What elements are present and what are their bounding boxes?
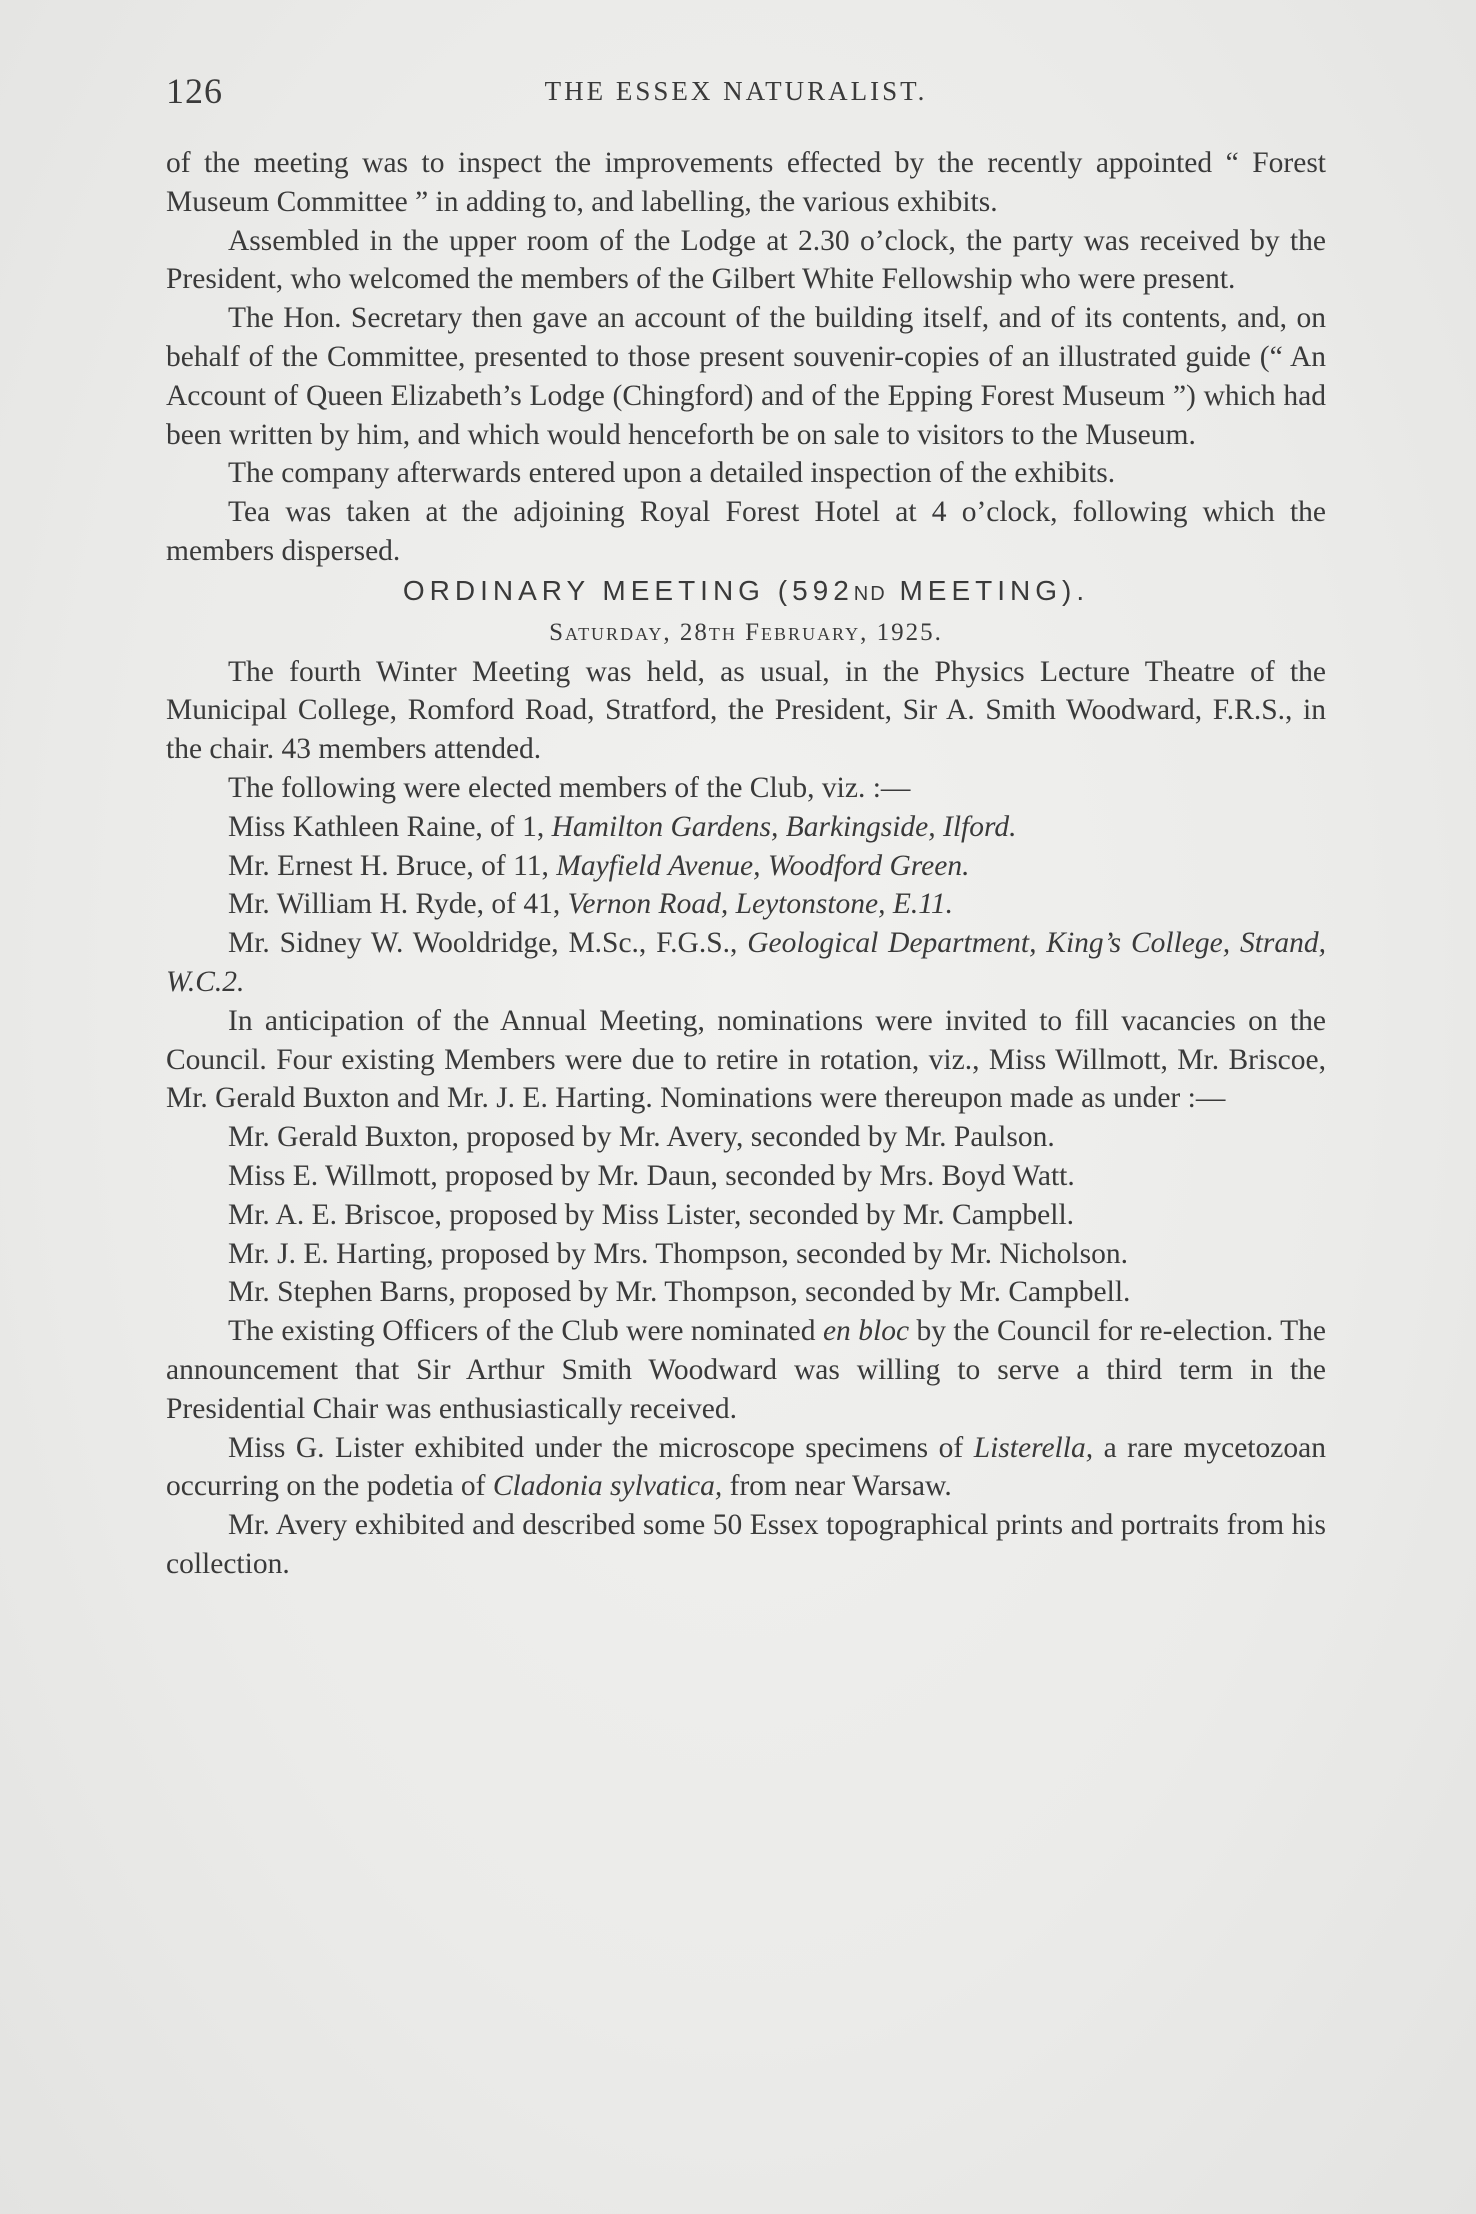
text-run: The existing Officers of the Club were nominated	[228, 1315, 823, 1348]
species-name: Listerella,	[973, 1431, 1094, 1464]
section-heading-main: ORDINARY MEETING (592	[402, 574, 854, 606]
nomination-entry: Mr. A. E. Briscoe, proposed by Miss Lister, seconded by Mr. Campbell.	[228, 1198, 1075, 1231]
member-entry	[166, 924, 1326, 1002]
member-entry	[166, 847, 1326, 886]
paragraph	[166, 1429, 1326, 1507]
italic-run: en bloc	[822, 1315, 910, 1348]
paragraph	[166, 1312, 1326, 1428]
paragraph: The company afterwards entered upon a detailed inspection of the exhibits.	[228, 457, 1116, 490]
member-name: Mr. Sidney W. Wooldridge, M.Sc., F.G.S.,	[228, 927, 748, 960]
species-name: Cladonia sylvatica,	[492, 1470, 723, 1503]
running-head: THE ESSEX NATURALIST.	[544, 76, 928, 106]
paragraph: Mr. Avery exhibited and described some 50 Essex topographical prints and portraits from his collection.	[166, 1509, 1326, 1580]
page-number: 126	[166, 71, 223, 111]
member-entry	[166, 808, 1326, 847]
paragraph: The Hon. Secretary then gave an account of the building itself, and of its contents, and, on behalf of the Committee, presented to those present souvenir-copies of an illustrated guide (“ An Account of Queen Elizabeth’s Lodge (Chingford) and of the Epping Forest Museum ”) which had been written by him, and which would henceforth be on sale to visitors to the Museum.	[166, 302, 1326, 451]
meeting-date: Saturday, 28th February, 1925.	[549, 618, 943, 646]
member-entry	[166, 885, 1326, 924]
paragraph: The following were elected members of the Club, viz. :—	[228, 771, 911, 804]
nomination-entry: Mr. J. E. Harting, proposed by Mrs. Thompson, seconded by Mr. Nicholson.	[228, 1237, 1128, 1270]
text-run: a rare mycetozoan occurring on the podetia of	[166, 1431, 1326, 1503]
member-name: Mr. Ernest H. Bruce, of 11,	[228, 849, 557, 882]
member-name: Miss Kathleen Raine, of 1,	[228, 810, 552, 843]
text-run: by the Council for re-election. The announcement that Sir Arthur Smith Woodward was willing to serve a third term in the Presidential Chair was enthusiastically received.	[166, 1315, 1326, 1425]
section-heading	[166, 571, 1326, 614]
nomination-entry: Miss E. Willmott, proposed by Mr. Daun, seconded by Mrs. Boyd Watt.	[228, 1159, 1075, 1192]
section-heading-end: MEETING).	[886, 574, 1090, 606]
paragraph: In anticipation of the Annual Meeting, nominations were invited to fill vacancies on the Council. Four existing Members were due to retire in rotation, viz., Miss Willmott, Mr. Briscoe, Mr. Gerald Buxton and Mr. J. E. Harting. Nominations were thereupon made as under :—	[166, 1004, 1326, 1115]
nomination-entry: Mr. Gerald Buxton, proposed by Mr. Avery, seconded by Mr. Paulson.	[228, 1121, 1055, 1154]
text-run: from near Warsaw.	[722, 1470, 952, 1503]
member-name: Mr. William H. Ryde, of 41,	[228, 888, 568, 921]
paragraph: Tea was taken at the adjoining Royal Forest Hotel at 4 o’clock, following which the members dispersed.	[166, 496, 1326, 567]
member-address: Vernon Road, Leytonstone, E.11.	[567, 888, 953, 921]
paragraph: Assembled in the upper room of the Lodge at 2.30 o’clock, the party was received by the President, who welcomed the members of the Gilbert White Fellowship who were present.	[166, 224, 1326, 296]
text-run: Miss G. Lister exhibited under the microscope specimens of	[228, 1431, 974, 1464]
member-address: Geological Department, King’s College, Strand, W.C.2.	[166, 927, 1326, 998]
member-address: Hamilton Gardens, Barkingside, Ilford.	[551, 810, 1017, 843]
nomination-entry: Mr. Stephen Barns, proposed by Mr. Thompson, seconded by Mr. Campbell.	[228, 1276, 1131, 1309]
section-heading-ordinal: ND	[853, 582, 887, 605]
body-text	[166, 144, 1326, 1584]
paragraph: The fourth Winter Meeting was held, as usual, in the Physics Lecture Theatre of the Municipal College, Romford Road, Stratford, the President, Sir A. Smith Woodward, F.R.S., in the chair. 43 members attended.	[166, 655, 1326, 766]
member-address: Mayfield Avenue, Woodford Green.	[556, 849, 970, 882]
page-header	[166, 70, 1326, 120]
paragraph: of the meeting was to inspect the improvements effected by the recently appointed “ Forest Museum Committee ” in adding to, and labelling, the various exhibits.	[166, 147, 1326, 218]
